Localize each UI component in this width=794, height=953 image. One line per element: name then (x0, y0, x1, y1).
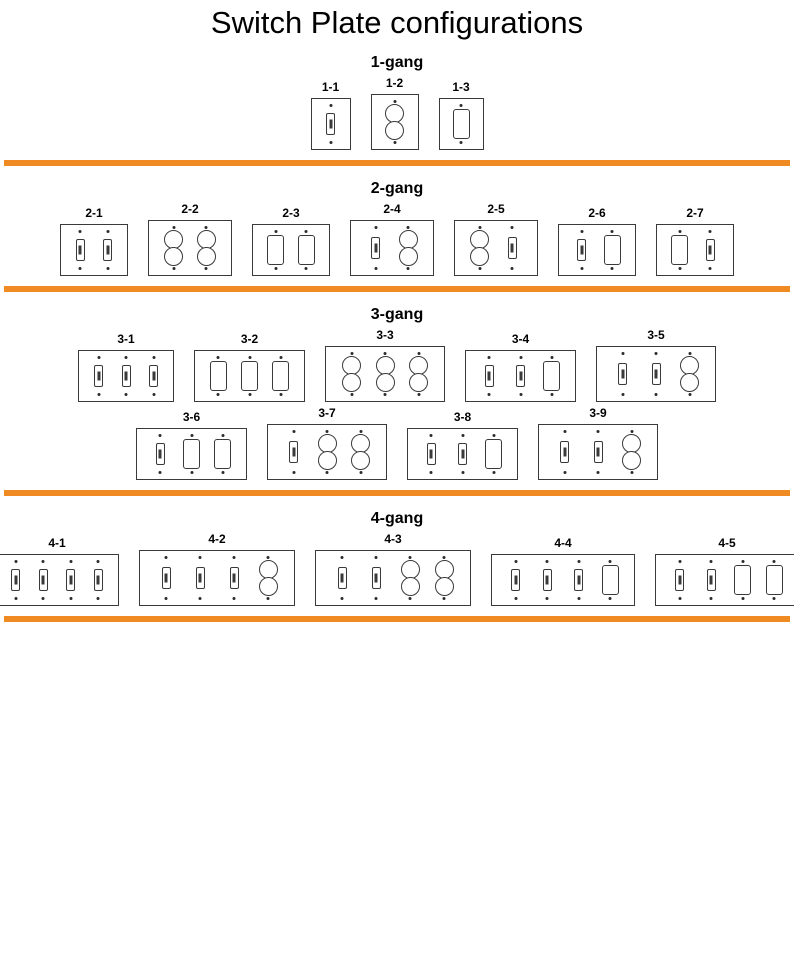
gang-opening (418, 429, 444, 479)
gang-opening (450, 429, 476, 479)
duplex-outlet-icon (678, 355, 701, 393)
plate-label: 4-5 (718, 536, 736, 551)
gang-opening (508, 351, 534, 401)
plate-label: 4-4 (554, 536, 572, 551)
toggle-switch-icon (618, 363, 627, 385)
toggle-switch-icon (11, 569, 20, 591)
switch-plate[interactable] (60, 224, 128, 276)
outlet-receptacle (342, 373, 361, 392)
decora-rocker-switch-icon (734, 565, 751, 595)
plate-label: 4-2 (208, 532, 226, 547)
switch-plate[interactable] (465, 350, 576, 402)
toggle-switch-icon (103, 239, 112, 261)
toggle-switch-icon (560, 441, 569, 463)
plate-item[interactable] (491, 536, 635, 606)
gang-opening (667, 555, 693, 605)
plate-label: 3-8 (453, 410, 472, 425)
toggle-switch-icon (289, 441, 298, 463)
toggle-switch-icon (94, 569, 103, 591)
gang-opening (643, 347, 669, 401)
toggle-switch-icon (371, 237, 380, 259)
decora-rocker-switch-icon (298, 235, 315, 265)
plate-item[interactable] (439, 80, 484, 150)
gang-opening (585, 425, 611, 479)
toggle-switch-icon (594, 441, 603, 463)
gang-opening (503, 555, 529, 605)
gang-opening (263, 225, 289, 275)
decora-rocker-switch-icon (210, 361, 227, 391)
gang-opening (698, 555, 724, 605)
gang-opening (281, 425, 307, 479)
gang-section (0, 180, 794, 292)
gang-opening (382, 95, 408, 149)
toggle-switch-icon (326, 113, 335, 135)
toggle-switch-icon (338, 567, 347, 589)
plate-label: 3-1 (117, 332, 135, 347)
plate-label: 3-5 (647, 328, 665, 343)
outlet-receptacle (318, 434, 337, 453)
outlet-receptacle (435, 560, 454, 579)
duplex-outlet-icon (397, 229, 420, 267)
toggle-switch-icon (162, 567, 171, 589)
outlet-receptacle (385, 121, 404, 140)
toggle-switch-icon (39, 569, 48, 591)
gang-opening (348, 425, 374, 479)
gang-opening (141, 351, 167, 401)
gang-opening (730, 555, 756, 605)
duplex-outlet-icon (383, 103, 406, 141)
plate-item[interactable] (371, 76, 419, 150)
plate-item[interactable] (538, 406, 658, 480)
gang-opening (431, 551, 457, 605)
duplex-outlet-icon (620, 433, 643, 471)
gang-opening (293, 225, 319, 275)
gang-opening (153, 551, 179, 605)
duplex-outlet-icon (374, 355, 397, 393)
gang-opening (552, 425, 578, 479)
outlet-receptacle (385, 104, 404, 123)
outlet-receptacle (259, 560, 278, 579)
decora-rocker-switch-icon (453, 109, 470, 139)
plate-item[interactable] (60, 206, 128, 276)
decora-rocker-switch-icon (766, 565, 783, 595)
outlet-receptacle (409, 356, 428, 375)
toggle-switch-icon (427, 443, 436, 465)
gang-opening (85, 555, 111, 605)
plate-label: 2-5 (487, 202, 505, 217)
outlet-receptacle (351, 451, 370, 470)
switch-plate[interactable] (139, 550, 295, 606)
outlet-receptacle (401, 577, 420, 596)
gang-opening (339, 347, 365, 401)
duplex-outlet-icon (162, 229, 185, 267)
decora-rocker-switch-icon (272, 361, 289, 391)
plate-label: 3-2 (240, 332, 259, 347)
gang-opening (58, 555, 84, 605)
duplex-outlet-icon (316, 433, 339, 471)
plate-label: 4-3 (384, 532, 402, 547)
plate-row (0, 76, 794, 150)
gang-opening (221, 551, 247, 605)
outlet-receptacle (399, 247, 418, 266)
plate-item[interactable] (0, 536, 119, 606)
outlet-receptacle (470, 230, 489, 249)
duplex-outlet-icon (407, 355, 430, 393)
gang-opening (539, 351, 565, 401)
gang-section (0, 54, 794, 166)
plate-item[interactable] (407, 410, 518, 480)
plate-item[interactable] (267, 406, 387, 480)
gang-opening (193, 221, 219, 275)
switch-plate[interactable] (454, 220, 538, 276)
toggle-switch-icon (652, 363, 661, 385)
switch-plate-diagram (0, 54, 794, 622)
plate-item[interactable] (655, 536, 794, 606)
plate-label: 2-2 (181, 202, 199, 217)
gang-opening (3, 555, 29, 605)
plate-label: 1-1 (321, 80, 340, 95)
outlet-receptacle (376, 356, 395, 375)
switch-plate[interactable] (148, 220, 232, 276)
toggle-switch-icon (94, 365, 103, 387)
gang-opening (314, 425, 340, 479)
outlet-receptacle (409, 373, 428, 392)
switch-plate[interactable] (267, 424, 387, 480)
switch-plate[interactable] (78, 350, 174, 402)
switch-plate[interactable] (596, 346, 716, 402)
duplex-outlet-icon (257, 559, 280, 597)
plate-item[interactable] (311, 80, 351, 150)
switch-plate[interactable] (315, 550, 471, 606)
gang-opening (395, 221, 421, 275)
section-title: 4-gang (370, 510, 424, 528)
gang-opening (86, 351, 112, 401)
decora-rocker-switch-icon (602, 565, 619, 595)
gang-opening (397, 551, 423, 605)
outlet-receptacle (399, 230, 418, 249)
plate-item[interactable] (148, 202, 232, 276)
gang-opening (205, 351, 231, 401)
duplex-outlet-icon (399, 559, 422, 597)
plate-item[interactable] (558, 206, 636, 276)
gang-opening (667, 225, 693, 275)
gang-opening (610, 347, 636, 401)
decora-rocker-switch-icon (604, 235, 621, 265)
toggle-switch-icon (196, 567, 205, 589)
plate-label: 1-3 (452, 80, 470, 95)
switch-plate[interactable] (136, 428, 247, 480)
gang-opening (448, 99, 474, 149)
plate-label: 2-3 (282, 206, 300, 221)
gang-opening (534, 555, 560, 605)
gang-opening (318, 99, 344, 149)
plate-label: 3-3 (376, 328, 394, 343)
outlet-receptacle (622, 434, 641, 453)
plate-row (0, 406, 794, 480)
gang-opening (467, 221, 493, 275)
plate-label: 3-6 (182, 410, 201, 425)
plate-label: 2-7 (686, 206, 704, 221)
plate-row (0, 328, 794, 402)
switch-plate[interactable] (655, 554, 794, 606)
plate-label: 3-9 (589, 406, 607, 421)
plate-item[interactable] (596, 328, 716, 402)
plate-label: 2-4 (383, 202, 401, 217)
switch-plate[interactable] (325, 346, 445, 402)
plate-item[interactable] (454, 202, 538, 276)
switch-plate[interactable] (407, 428, 518, 480)
toggle-switch-icon (156, 443, 165, 465)
plate-item[interactable] (465, 332, 576, 402)
switch-plate[interactable] (252, 224, 330, 276)
plate-label: 4-1 (48, 536, 66, 551)
gang-opening (372, 347, 398, 401)
gang-opening (363, 551, 389, 605)
toggle-switch-icon (511, 569, 520, 591)
toggle-switch-icon (458, 443, 467, 465)
decora-rocker-switch-icon (214, 439, 231, 469)
gang-section (0, 510, 794, 622)
gang-opening (619, 425, 645, 479)
gang-opening (67, 225, 93, 275)
section-divider (4, 286, 790, 292)
plate-row (0, 532, 794, 606)
section-title: 2-gang (370, 180, 424, 198)
gang-opening (161, 221, 187, 275)
switch-plate[interactable] (0, 554, 119, 606)
plate-row (0, 202, 794, 276)
toggle-switch-icon (76, 239, 85, 261)
toggle-switch-icon (543, 569, 552, 591)
switch-plate[interactable] (439, 98, 484, 150)
decora-rocker-switch-icon (671, 235, 688, 265)
gang-opening (329, 551, 355, 605)
section-title: 1-gang (370, 54, 424, 72)
section-divider (4, 616, 790, 622)
outlet-receptacle (401, 560, 420, 579)
plate-label: 3-7 (318, 406, 336, 421)
outlet-receptacle (259, 577, 278, 596)
section-divider (4, 160, 790, 166)
gang-opening (406, 347, 432, 401)
decora-rocker-switch-icon (543, 361, 560, 391)
gang-opening (566, 555, 592, 605)
outlet-receptacle (197, 230, 216, 249)
gang-opening (268, 351, 294, 401)
gang-opening (30, 555, 56, 605)
outlet-receptacle (351, 434, 370, 453)
decora-rocker-switch-icon (183, 439, 200, 469)
plate-item[interactable] (325, 328, 445, 402)
toggle-switch-icon (372, 567, 381, 589)
gang-opening (179, 429, 205, 479)
gang-opening (697, 225, 723, 275)
gang-opening (95, 225, 121, 275)
switch-plate[interactable] (558, 224, 636, 276)
plate-label: 2-6 (588, 206, 606, 221)
switch-plate[interactable] (350, 220, 434, 276)
toggle-switch-icon (508, 237, 517, 259)
duplex-outlet-icon (468, 229, 491, 267)
gang-opening (147, 429, 173, 479)
plate-item[interactable] (350, 202, 434, 276)
gang-opening (187, 551, 213, 605)
duplex-outlet-icon (349, 433, 372, 471)
section-title: 3-gang (370, 306, 424, 324)
switch-plate[interactable] (371, 94, 419, 150)
gang-opening (499, 221, 525, 275)
gang-opening (599, 225, 625, 275)
page-title: Switch Plate configurations (210, 5, 584, 40)
outlet-receptacle (164, 230, 183, 249)
plate-item[interactable] (139, 532, 295, 606)
toggle-switch-icon (485, 365, 494, 387)
plate-label: 3-4 (511, 332, 530, 347)
plate-item[interactable] (315, 532, 471, 606)
outlet-receptacle (680, 373, 699, 392)
outlet-receptacle (318, 451, 337, 470)
toggle-switch-icon (230, 567, 239, 589)
toggle-switch-icon (516, 365, 525, 387)
toggle-switch-icon (706, 239, 715, 261)
toggle-switch-icon (675, 569, 684, 591)
section-divider (4, 490, 790, 496)
switch-plate[interactable] (491, 554, 635, 606)
switch-plate[interactable] (194, 350, 305, 402)
decora-rocker-switch-icon (241, 361, 258, 391)
outlet-receptacle (164, 247, 183, 266)
toggle-switch-icon (577, 239, 586, 261)
plate-label: 1-2 (385, 76, 404, 91)
plate-label: 2-1 (85, 206, 103, 221)
gang-opening (677, 347, 703, 401)
outlet-receptacle (197, 247, 216, 266)
outlet-receptacle (470, 247, 489, 266)
toggle-switch-icon (149, 365, 158, 387)
outlet-receptacle (435, 577, 454, 596)
toggle-switch-icon (707, 569, 716, 591)
gang-opening (255, 551, 281, 605)
switch-plate[interactable] (311, 98, 351, 150)
gang-opening (363, 221, 389, 275)
outlet-receptacle (376, 373, 395, 392)
gang-opening (476, 351, 502, 401)
toggle-switch-icon (66, 569, 75, 591)
plate-item[interactable] (656, 206, 734, 276)
duplex-outlet-icon (340, 355, 363, 393)
gang-opening (237, 351, 263, 401)
toggle-switch-icon (574, 569, 583, 591)
gang-opening (113, 351, 139, 401)
outlet-receptacle (622, 451, 641, 470)
gang-opening (597, 555, 623, 605)
toggle-switch-icon (122, 365, 131, 387)
gang-opening (481, 429, 507, 479)
outlet-receptacle (342, 356, 361, 375)
plate-item[interactable] (252, 206, 330, 276)
plate-item[interactable] (136, 410, 247, 480)
gang-opening (761, 555, 787, 605)
duplex-outlet-icon (195, 229, 218, 267)
outlet-receptacle (680, 356, 699, 375)
plate-item[interactable] (78, 332, 174, 402)
gang-opening (210, 429, 236, 479)
plate-item[interactable] (194, 332, 305, 402)
switch-plate[interactable] (538, 424, 658, 480)
gang-opening (569, 225, 595, 275)
decora-rocker-switch-icon (485, 439, 502, 469)
decora-rocker-switch-icon (267, 235, 284, 265)
gang-section (0, 306, 794, 496)
duplex-outlet-icon (433, 559, 456, 597)
switch-plate[interactable] (656, 224, 734, 276)
